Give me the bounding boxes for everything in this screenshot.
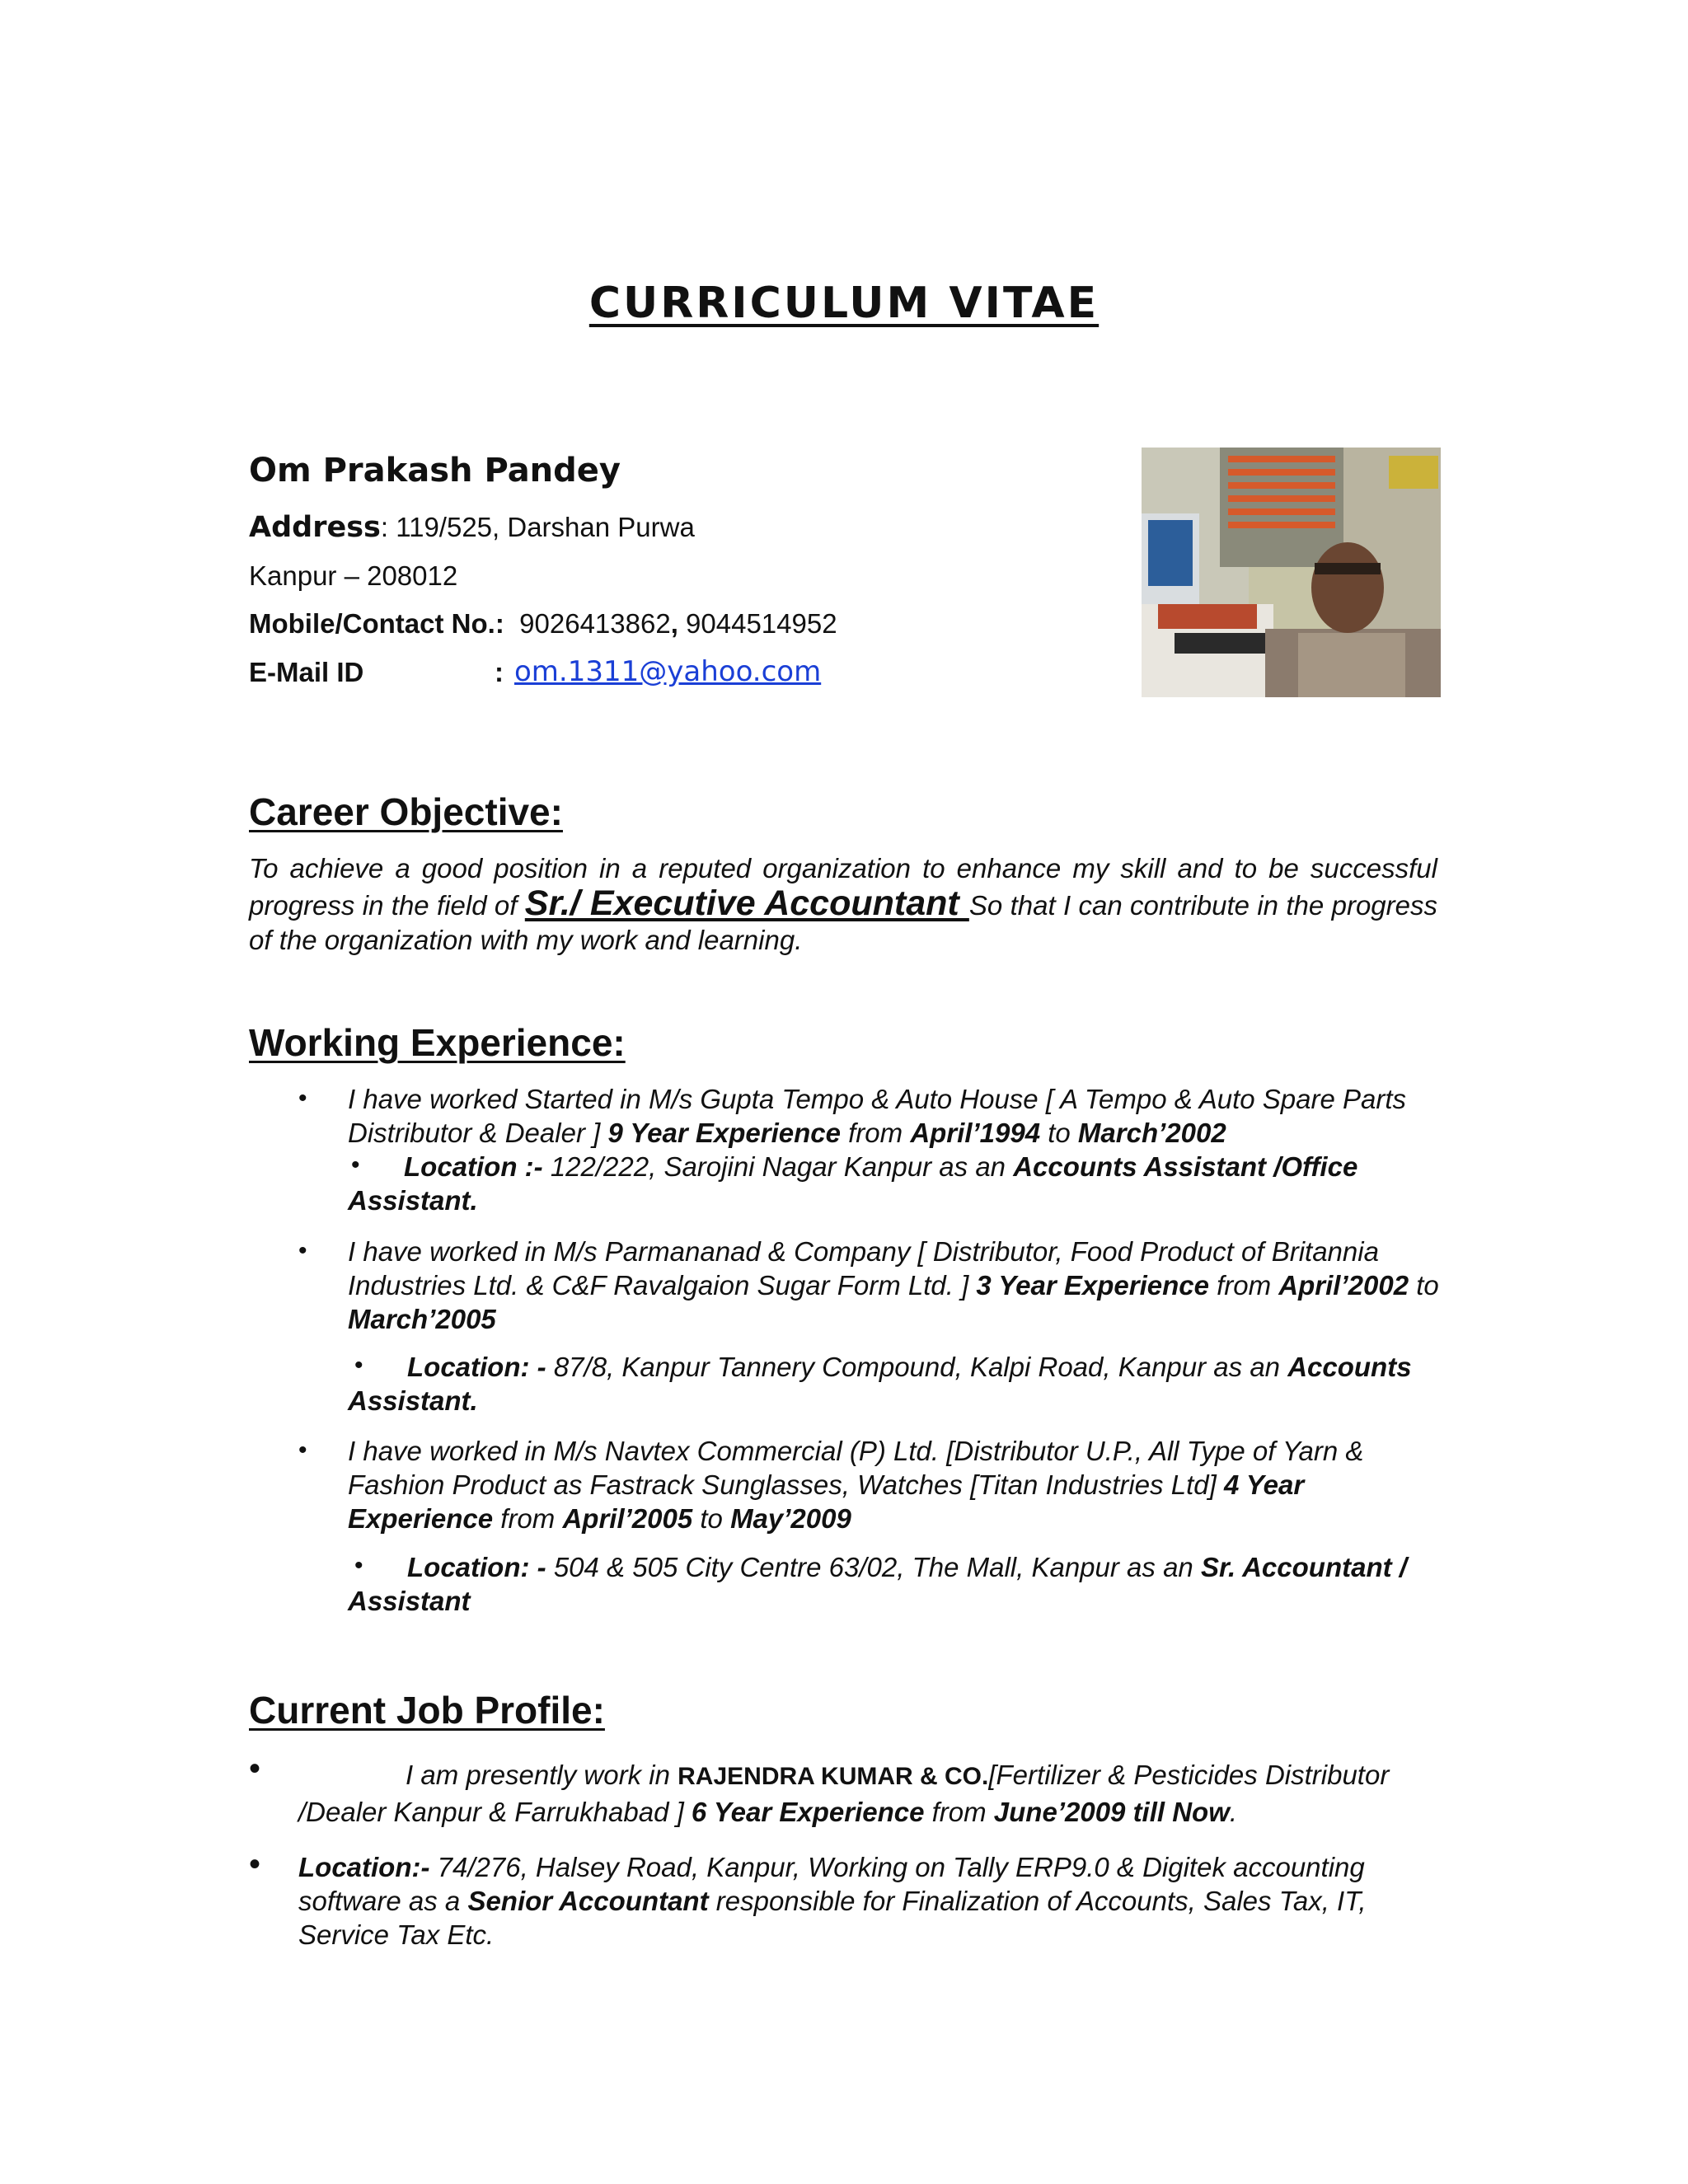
job-3-years: 4 Year Experience [348, 1469, 1305, 1534]
job-3-to-date: May’2009 [730, 1503, 851, 1534]
current-job-intro: I am presently work in [406, 1760, 678, 1790]
job-2-to-word: to [1409, 1270, 1439, 1301]
address-value: : 119/525, Darshan Purwa [380, 512, 695, 542]
job-2-location-text: 87/8, Kanpur Tannery Compound, Kalpi Road, Kanpur as an [546, 1352, 1288, 1382]
job-1-location-text: 122/222, Sarojini Nagar Kanpur as an [542, 1151, 1014, 1182]
job-2-description [348, 1235, 1444, 1336]
job-2-role: Accounts Assistant. [348, 1352, 1412, 1416]
job-1-location [348, 1150, 1444, 1217]
current-job-years: 6 Year Experience [691, 1797, 925, 1827]
current-job-from-word: from [924, 1797, 994, 1827]
job-3-intro: I have worked in M/s Navtex Commercial (P) Ltd. [Distributor U.P., All Type of Yarn & Fashion Product as Fastrack Sunglasses, Watches [Titan Industries Ltd] [348, 1436, 1364, 1500]
objective-text-part2: So that I can contribute in the progress of the organization with my work and learning. [249, 890, 1437, 955]
job-1-to-word: to [1040, 1118, 1078, 1148]
current-job-location-label: Location:- [298, 1852, 430, 1882]
job-3-from-word: from [493, 1503, 563, 1534]
profile-photo [1142, 448, 1441, 697]
address-line [249, 511, 695, 544]
current-job-bullet-2: • [249, 1846, 261, 1882]
current-job-role: Senior Accountant [467, 1886, 709, 1916]
career-objective-heading: Career Objective: [249, 790, 563, 833]
job-1-location-label: Location :- [404, 1151, 543, 1182]
current-job-location-text: 74/276, Halsey Road, Kanpur, Working on Tally ERP9.0 & Digitek accounting software as a [298, 1852, 1365, 1916]
job-1-from-word: from [840, 1118, 911, 1148]
career-objective-text [249, 851, 1437, 958]
job-2-to-date: March’2005 [348, 1304, 496, 1334]
job-2-years: 3 Year Experience [976, 1270, 1209, 1301]
job-3-bullet: • [298, 1436, 307, 1464]
current-job-location-rest: responsible for Finalization of Accounts, Sales Tax, IT, Service Tax Etc. [298, 1886, 1367, 1950]
current-job-rest: [Fertilizer & Pesticides Distributor /Dealer Kanpur & Farrukhabad ] [298, 1760, 1390, 1827]
email-link[interactable]: om.1311@yahoo.com [514, 655, 822, 688]
mobile-number-1: 9026413862 [519, 608, 671, 639]
current-job-bullet-1: • [249, 1750, 261, 1787]
job-3-description [348, 1434, 1444, 1535]
job-2-location-label: Location: - [407, 1352, 546, 1382]
current-job-heading: Current Job Profile: [249, 1689, 605, 1732]
job-2-intro: I have worked in M/s Parmananad & Company [ Distributor, Food Product of Britannia Industries Ltd. & C&F Ravalgaion Sugar Form Ltd. ] [348, 1236, 1379, 1301]
job-3-from-date: April’2005 [562, 1503, 693, 1534]
job-1-years: 9 Year Experience [607, 1118, 841, 1148]
job-3-location [348, 1550, 1444, 1618]
document-title: CURRICULUM VITAE [588, 279, 1100, 328]
job-2-from-date: April’2002 [1278, 1270, 1409, 1301]
job-2-bullet: • [298, 1237, 307, 1264]
city-line: Kanpur – 208012 [249, 560, 458, 591]
job-1-intro: I have worked Started in M/s Gupta Tempo & Auto House [ A Tempo & Auto Spare Parts Distributor & Dealer ] [348, 1084, 1407, 1148]
mobile-separator: , [670, 608, 678, 639]
objective-text-part1: To achieve a good position in a reputed organization to enhance my skill and to be successful progress in the field of [249, 853, 1437, 921]
current-job-description [298, 1757, 1419, 1830]
email-line [249, 655, 822, 688]
job-3-to-word: to [692, 1503, 731, 1534]
mobile-label: Mobile/Contact No.: [249, 608, 504, 639]
job-1-role: Accounts Assistant /Office Assistant. [348, 1151, 1358, 1216]
job-2-from-word: from [1208, 1270, 1279, 1301]
candidate-name: Om Prakash Pandey [249, 452, 621, 490]
job-1-from-date: April’1994 [910, 1118, 1041, 1148]
current-company: RAJENDRA KUMAR & CO. [678, 1763, 989, 1790]
current-job-period: June’2009 till Now [993, 1797, 1230, 1827]
job-1-location-bullet: • [351, 1151, 360, 1179]
profile-photo-image [1142, 448, 1441, 697]
job-2-location-bullet: • [354, 1352, 363, 1379]
job-1-description [348, 1082, 1444, 1150]
job-1-bullet: • [298, 1085, 307, 1112]
objective-highlight: Sr./ Executive Accountant [524, 883, 969, 923]
current-job-period-end: . [1229, 1797, 1238, 1827]
mobile-line [249, 608, 837, 640]
mobile-number-2: 9044514952 [686, 608, 837, 639]
job-3-role: Sr. Accountant / Assistant [348, 1552, 1407, 1616]
working-experience-heading: Working Experience: [249, 1021, 626, 1064]
job-1-to-date: March’2002 [1077, 1118, 1226, 1148]
job-3-location-label: Location: - [407, 1552, 546, 1582]
email-label: E-Mail ID [249, 657, 364, 687]
job-3-location-text: 504 & 505 City Centre 63/02, The Mall, Kanpur as an [546, 1552, 1201, 1582]
job-2-location [348, 1350, 1444, 1418]
email-colon: : [495, 657, 504, 687]
current-job-location [298, 1850, 1419, 1952]
job-3-location-bullet: • [354, 1552, 363, 1579]
address-label: Address [249, 511, 381, 544]
